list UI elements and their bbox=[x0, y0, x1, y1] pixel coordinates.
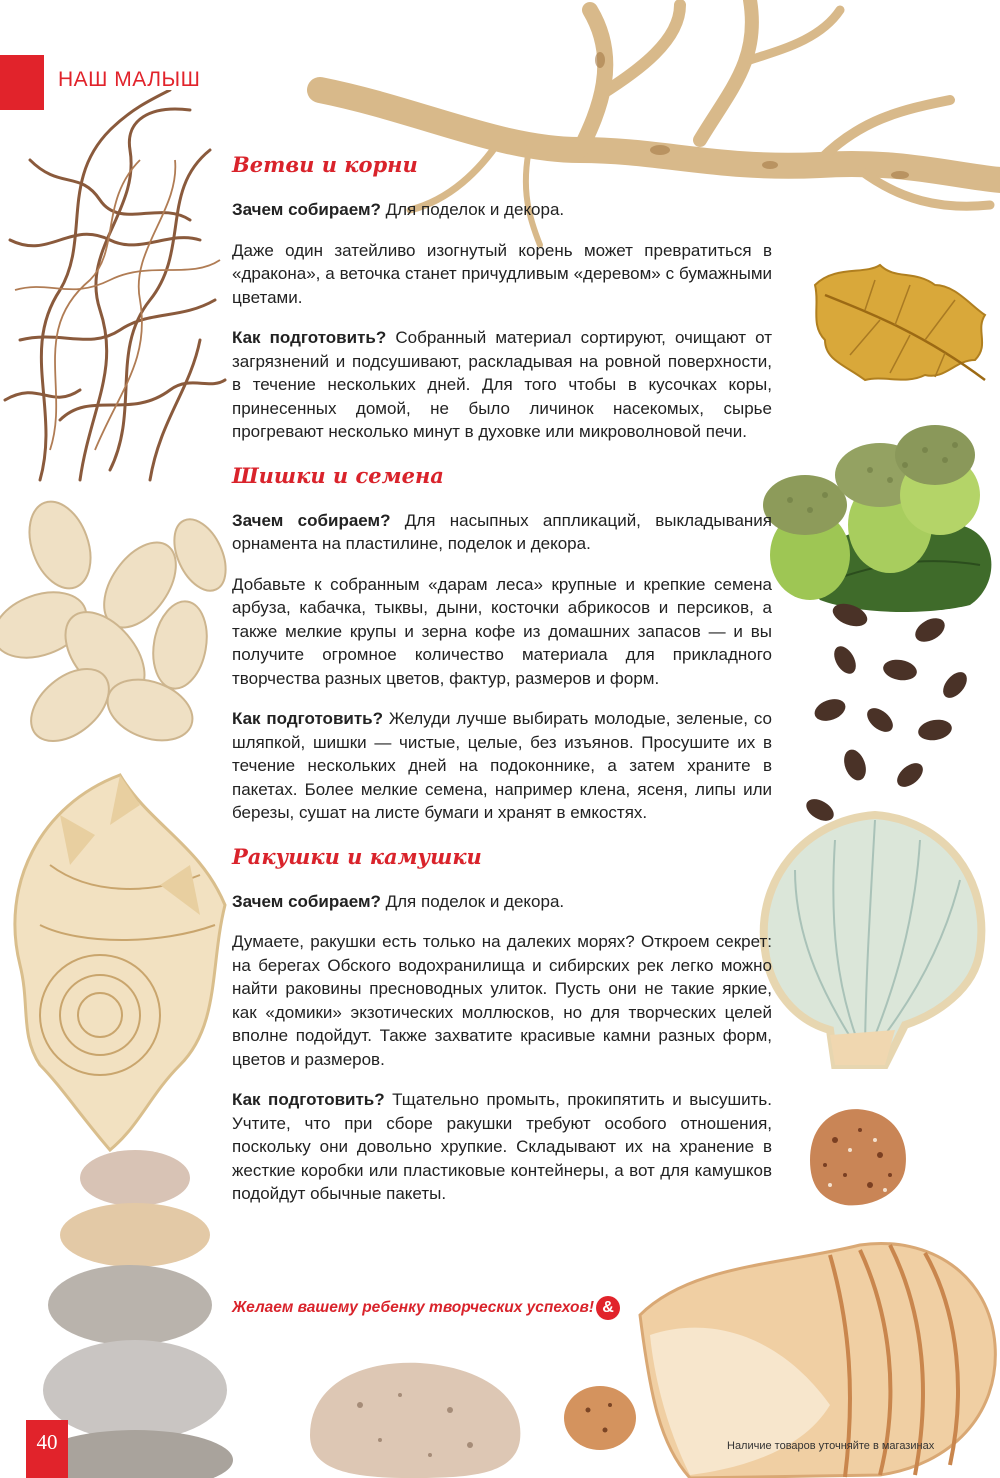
how-label: Как подготовить? bbox=[232, 328, 387, 347]
article-body bbox=[232, 150, 772, 1223]
granite-stone-image bbox=[300, 1355, 530, 1478]
page-number: 40 bbox=[36, 1430, 58, 1454]
why-label: Зачем собираем? bbox=[232, 200, 381, 219]
roots-image bbox=[0, 90, 230, 490]
how-prepare-paragraph bbox=[232, 707, 772, 825]
page-number-box bbox=[26, 1420, 68, 1478]
why-label: Зачем собираем? bbox=[232, 891, 381, 911]
body-paragraph: Добавьте к собранным «дарам леса» крупные и крепкие семена арбуза, кабачка, тыквы, дыни, косточки абрикосов и персиков, а также мелкие крупы и зерна кофе из домашних запасов — и вы получите огромное количество материала для прикладного творчества разных цветов, фактур, размеров и форм. bbox=[232, 574, 772, 688]
section-heading-branches: Ветви и корни bbox=[232, 152, 418, 177]
why-text: Для поделок и декора. bbox=[380, 200, 565, 219]
how-prepare-paragraph bbox=[232, 326, 772, 444]
why-text: Для насыпных аппликаций, выкладывания орнамента на пластилине, поделок и декора. bbox=[232, 510, 772, 553]
seeds-image bbox=[800, 600, 980, 830]
how-label: Как подготовить? bbox=[232, 1090, 385, 1109]
why-text: Для поделок и декора. bbox=[380, 891, 565, 911]
why-collect-paragraph bbox=[232, 890, 772, 914]
why-collect-paragraph bbox=[232, 198, 772, 222]
how-text: Желуди лучше выбирать молодые, зеленые, со шляпкой, шишки — чистые, целые, без изъянов. Просушите их в течение нескольких дней на подоконнике, а затем храните в пакетах. Более мелкие семена, например клена, ясеня, липы или березы, сушат на листе бумаги и хранят в емкостях. bbox=[232, 709, 773, 822]
body-paragraph: Даже один затейливо изогнутый корень может превратиться в «дракона», а веточка станет причудливым «деревом» с бумажными цветами. bbox=[232, 240, 772, 307]
why-label: Зачем собираем? bbox=[232, 510, 391, 530]
conch-shell-image bbox=[0, 765, 230, 1155]
scallop-shell-image bbox=[735, 800, 1000, 1070]
how-label: Как подготовить? bbox=[232, 709, 384, 728]
why-collect-paragraph bbox=[232, 509, 772, 556]
section-heading-shells-stones: Ракушки и камушки bbox=[232, 843, 482, 869]
closing-wish bbox=[232, 1296, 620, 1320]
how-prepare-paragraph bbox=[232, 1088, 772, 1206]
body-paragraph: Думаете, ракушки есть только на далеких морях? Откроем секрет: на берегах Обского водохранилища и сибирских рек легко можно найти раковины пресноводных улиток. Пусть они не такие яркие, как «домики» экзотических моллюсков, но для творческих целей вполне подойдут. Также захватите красивые камни разных форм, цветов и размеров. bbox=[232, 932, 772, 1069]
how-text: Тщательно промыть, прокипятить и высушить. Учтите, что при сборе ракушки требуют особого отношения, поскольку они довольно хрупкие. Складывают их на хранение в жесткие коробки или пластиковые контейнеры, а вот для камушков подойдут обычные пакеты. bbox=[232, 1090, 772, 1203]
closing-text: Желаем вашему ребенку творческих успехов! bbox=[232, 1299, 595, 1317]
small-pebble-image bbox=[560, 1380, 640, 1455]
availability-footnote: Наличие товаров уточняйте в магазинах bbox=[727, 1440, 935, 1452]
speckled-stone-image bbox=[800, 1100, 915, 1210]
how-text: Собранный материал сортируют, очищают от загрязнений и подсушивают, раскладывая на ровной поверхности, в течение нескольких дней. Для того чтобы в кусочках коры, принесенных домой, не было личинок насекомых, сырье прогревают несколько минут в духовке или микроволновой печи. bbox=[232, 328, 772, 441]
pumpkin-seeds-image bbox=[0, 495, 235, 755]
section-label: НАШ МАЛЫШ bbox=[58, 68, 201, 91]
oak-leaf-image bbox=[795, 255, 1000, 395]
ampersand-logo-icon: & bbox=[596, 1296, 620, 1320]
section-heading-cones-seeds: Шишки и семена bbox=[232, 462, 444, 488]
